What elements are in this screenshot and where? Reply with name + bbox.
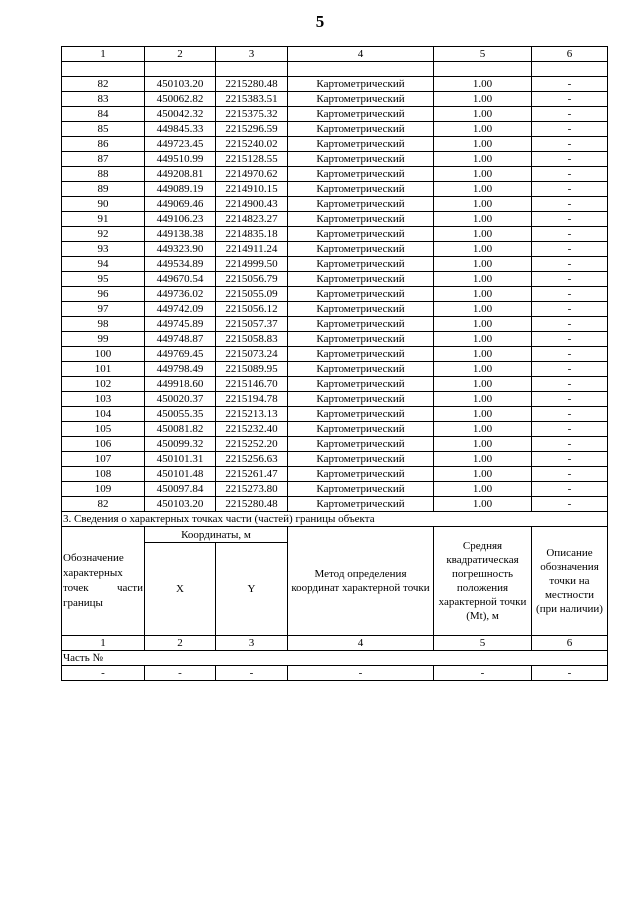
- coord-x: 449769.45: [145, 347, 216, 362]
- table-row: [62, 437, 608, 452]
- method: Картометрический: [288, 422, 434, 437]
- accuracy: 1.00: [434, 302, 532, 317]
- method: Картометрический: [288, 212, 434, 227]
- header-y: Y: [216, 543, 288, 636]
- accuracy: 1.00: [434, 212, 532, 227]
- coord-y: 2215056.79: [216, 272, 288, 287]
- col-number: 3: [216, 47, 288, 62]
- table-row: [62, 422, 608, 437]
- point-number: 107: [62, 452, 145, 467]
- method: Картометрический: [288, 122, 434, 137]
- table-row: [62, 467, 608, 482]
- table-row: [62, 392, 608, 407]
- method: Картометрический: [288, 92, 434, 107]
- table-row: [62, 482, 608, 497]
- accuracy: 1.00: [434, 467, 532, 482]
- point-number: 82: [62, 77, 145, 92]
- point-number: 89: [62, 182, 145, 197]
- accuracy: 1.00: [434, 437, 532, 452]
- point-number: 97: [62, 302, 145, 317]
- coord-y: 2215128.55: [216, 152, 288, 167]
- table-row: [62, 407, 608, 422]
- description: -: [532, 377, 608, 392]
- coord-x: 449069.46: [145, 197, 216, 212]
- method: Картометрический: [288, 77, 434, 92]
- description: -: [532, 392, 608, 407]
- point-number: 96: [62, 287, 145, 302]
- coord-y: 2214970.62: [216, 167, 288, 182]
- coord-x: 449918.60: [145, 377, 216, 392]
- section-title-row: [62, 512, 608, 527]
- table-row: [62, 257, 608, 272]
- method: Картометрический: [288, 197, 434, 212]
- accuracy: 1.00: [434, 272, 532, 287]
- method: Картометрический: [288, 392, 434, 407]
- description: -: [532, 332, 608, 347]
- accuracy: 1.00: [434, 137, 532, 152]
- point-number: 94: [62, 257, 145, 272]
- description: -: [532, 212, 608, 227]
- coord-x: 450099.32: [145, 437, 216, 452]
- cell: -: [288, 666, 434, 681]
- method: Картометрический: [288, 377, 434, 392]
- column-number-row: [62, 47, 608, 62]
- accuracy: 1.00: [434, 182, 532, 197]
- point-number: 91: [62, 212, 145, 227]
- table-row: [62, 227, 608, 242]
- col-number: 2: [145, 636, 216, 651]
- description: -: [532, 437, 608, 452]
- accuracy: 1.00: [434, 227, 532, 242]
- blank-row: [62, 62, 608, 77]
- point-number: 83: [62, 92, 145, 107]
- description: -: [532, 362, 608, 377]
- coord-y: 2215280.48: [216, 497, 288, 512]
- method: Картометрический: [288, 452, 434, 467]
- coord-x: 449723.45: [145, 137, 216, 152]
- table-row: [62, 317, 608, 332]
- method: Картометрический: [288, 332, 434, 347]
- table-row: [62, 347, 608, 362]
- col-number: 3: [216, 636, 288, 651]
- accuracy: 1.00: [434, 377, 532, 392]
- description: -: [532, 422, 608, 437]
- accuracy: 1.00: [434, 92, 532, 107]
- coord-y: 2215296.59: [216, 122, 288, 137]
- point-number: 106: [62, 437, 145, 452]
- table-row: [62, 212, 608, 227]
- point-number: 86: [62, 137, 145, 152]
- table-row: [62, 107, 608, 122]
- table-row: [62, 167, 608, 182]
- description: -: [532, 92, 608, 107]
- coord-x: 449138.38: [145, 227, 216, 242]
- coord-x: 449736.02: [145, 287, 216, 302]
- point-number: 103: [62, 392, 145, 407]
- coord-x: 450055.35: [145, 407, 216, 422]
- accuracy: 1.00: [434, 197, 532, 212]
- point-number: 82: [62, 497, 145, 512]
- coordinates-table: [61, 46, 608, 681]
- accuracy: 1.00: [434, 77, 532, 92]
- coord-y: 2215383.51: [216, 92, 288, 107]
- col-number: 5: [434, 47, 532, 62]
- coord-y: 2215252.20: [216, 437, 288, 452]
- coord-x: 449745.89: [145, 317, 216, 332]
- method: Картометрический: [288, 497, 434, 512]
- accuracy: 1.00: [434, 497, 532, 512]
- cell: -: [216, 666, 288, 681]
- description: -: [532, 152, 608, 167]
- coord-y: 2215194.78: [216, 392, 288, 407]
- coord-x: 449208.81: [145, 167, 216, 182]
- table-row: [62, 92, 608, 107]
- method: Картометрический: [288, 302, 434, 317]
- coord-y: 2215256.63: [216, 452, 288, 467]
- table-row: [62, 122, 608, 137]
- method: Картометрический: [288, 362, 434, 377]
- col-number: 4: [288, 636, 434, 651]
- section-number-row: [62, 636, 608, 651]
- coord-y: 2215273.80: [216, 482, 288, 497]
- point-number: 88: [62, 167, 145, 182]
- table-row: [62, 287, 608, 302]
- coord-y: 2215261.47: [216, 467, 288, 482]
- table-row: [62, 452, 608, 467]
- coord-y: 2214835.18: [216, 227, 288, 242]
- coord-y: 2215055.09: [216, 287, 288, 302]
- coord-y: 2215280.48: [216, 77, 288, 92]
- accuracy: 1.00: [434, 332, 532, 347]
- section-header-row: [62, 527, 608, 543]
- description: -: [532, 287, 608, 302]
- coord-x: 450101.48: [145, 467, 216, 482]
- cell: -: [434, 666, 532, 681]
- description: -: [532, 452, 608, 467]
- col-number: 6: [532, 47, 608, 62]
- part-label: Часть №: [62, 651, 608, 666]
- accuracy: 1.00: [434, 407, 532, 422]
- method: Картометрический: [288, 137, 434, 152]
- method: Картометрический: [288, 347, 434, 362]
- point-number: 100: [62, 347, 145, 362]
- description: -: [532, 302, 608, 317]
- point-number: 101: [62, 362, 145, 377]
- coord-y: 2215058.83: [216, 332, 288, 347]
- col-number: 1: [62, 47, 145, 62]
- accuracy: 1.00: [434, 392, 532, 407]
- description: -: [532, 482, 608, 497]
- description: -: [532, 107, 608, 122]
- coord-x: 449510.99: [145, 152, 216, 167]
- coord-x: 449670.54: [145, 272, 216, 287]
- coord-x: 449748.87: [145, 332, 216, 347]
- coord-y: 2214911.24: [216, 242, 288, 257]
- accuracy: 1.00: [434, 422, 532, 437]
- col-number: 5: [434, 636, 532, 651]
- coord-y: 2215073.24: [216, 347, 288, 362]
- coord-x: 449089.19: [145, 182, 216, 197]
- method: Картометрический: [288, 167, 434, 182]
- coord-x: 449798.49: [145, 362, 216, 377]
- table-row: [62, 152, 608, 167]
- coord-y: 2214999.50: [216, 257, 288, 272]
- accuracy: 1.00: [434, 107, 532, 122]
- coord-y: 2215375.32: [216, 107, 288, 122]
- accuracy: 1.00: [434, 242, 532, 257]
- accuracy: 1.00: [434, 122, 532, 137]
- table-row: [62, 182, 608, 197]
- description: -: [532, 242, 608, 257]
- table-row: [62, 362, 608, 377]
- section-title: 3. Сведения о характерных точках части (частей) границы объекта: [62, 512, 608, 527]
- coord-y: 2215089.95: [216, 362, 288, 377]
- method: Картометрический: [288, 242, 434, 257]
- header-x: X: [145, 543, 216, 636]
- coord-y: 2215213.13: [216, 407, 288, 422]
- description: -: [532, 407, 608, 422]
- method: Картометрический: [288, 407, 434, 422]
- col-number: 6: [532, 636, 608, 651]
- point-number: 93: [62, 242, 145, 257]
- coord-x: 449534.89: [145, 257, 216, 272]
- point-number: 90: [62, 197, 145, 212]
- coord-y: 2214900.43: [216, 197, 288, 212]
- point-number: 95: [62, 272, 145, 287]
- col-number: 1: [62, 636, 145, 651]
- point-number: 87: [62, 152, 145, 167]
- table-row: [62, 302, 608, 317]
- header-accuracy: Средняя квадратическая погрешность положения характерной точки (Mt), м: [434, 527, 532, 636]
- description: -: [532, 257, 608, 272]
- accuracy: 1.00: [434, 347, 532, 362]
- coord-y: 2215057.37: [216, 317, 288, 332]
- coord-x: 450103.20: [145, 497, 216, 512]
- method: Картометрический: [288, 182, 434, 197]
- method: Картометрический: [288, 257, 434, 272]
- method: Картометрический: [288, 227, 434, 242]
- method: Картометрический: [288, 272, 434, 287]
- point-number: 109: [62, 482, 145, 497]
- description: -: [532, 137, 608, 152]
- accuracy: 1.00: [434, 152, 532, 167]
- method: Картометрический: [288, 467, 434, 482]
- table-row: [62, 197, 608, 212]
- header-method: Метод определения координат характерной точки: [288, 527, 434, 636]
- description: -: [532, 347, 608, 362]
- page-number: 5: [315, 12, 325, 31]
- description: -: [532, 167, 608, 182]
- col-number: 2: [145, 47, 216, 62]
- table-row: [62, 377, 608, 392]
- coord-x: 450101.31: [145, 452, 216, 467]
- coord-x: 450081.82: [145, 422, 216, 437]
- point-number: 99: [62, 332, 145, 347]
- coord-x: 450103.20: [145, 77, 216, 92]
- table-row: [62, 242, 608, 257]
- table-row: [62, 272, 608, 287]
- coord-y: 2214910.15: [216, 182, 288, 197]
- point-number: 85: [62, 122, 145, 137]
- accuracy: 1.00: [434, 452, 532, 467]
- description: -: [532, 122, 608, 137]
- coord-x: 450097.84: [145, 482, 216, 497]
- header-coordinates: Координаты, м: [145, 527, 288, 543]
- method: Картометрический: [288, 482, 434, 497]
- coord-x: 449106.23: [145, 212, 216, 227]
- cell: -: [532, 666, 608, 681]
- description: -: [532, 497, 608, 512]
- coord-y: 2215232.40: [216, 422, 288, 437]
- description: -: [532, 197, 608, 212]
- point-number: 92: [62, 227, 145, 242]
- coord-x: 449742.09: [145, 302, 216, 317]
- col-number: 4: [288, 47, 434, 62]
- description: -: [532, 227, 608, 242]
- description: -: [532, 272, 608, 287]
- point-number: 84: [62, 107, 145, 122]
- coord-x: 450062.82: [145, 92, 216, 107]
- description: -: [532, 317, 608, 332]
- accuracy: 1.00: [434, 362, 532, 377]
- accuracy: 1.00: [434, 482, 532, 497]
- table-row: [62, 137, 608, 152]
- table-row: [62, 332, 608, 347]
- description: -: [532, 77, 608, 92]
- accuracy: 1.00: [434, 287, 532, 302]
- accuracy: 1.00: [434, 167, 532, 182]
- description: -: [532, 467, 608, 482]
- cell: -: [62, 666, 145, 681]
- coord-y: 2215146.70: [216, 377, 288, 392]
- table-row: [62, 77, 608, 92]
- point-number: 98: [62, 317, 145, 332]
- coord-y: 2215056.12: [216, 302, 288, 317]
- method: Картометрический: [288, 437, 434, 452]
- method: Картометрический: [288, 287, 434, 302]
- cell: -: [145, 666, 216, 681]
- method: Картометрический: [288, 317, 434, 332]
- coord-y: 2215240.02: [216, 137, 288, 152]
- method: Картометрический: [288, 107, 434, 122]
- coord-y: 2214823.27: [216, 212, 288, 227]
- point-number: 102: [62, 377, 145, 392]
- coord-x: 450042.32: [145, 107, 216, 122]
- coord-x: 450020.37: [145, 392, 216, 407]
- part-row: [62, 651, 608, 666]
- point-number: 104: [62, 407, 145, 422]
- point-number: 105: [62, 422, 145, 437]
- header-description: Описание обозначения точки на местности (при наличии): [532, 527, 608, 636]
- description: -: [532, 182, 608, 197]
- table-row: [62, 497, 608, 512]
- coord-x: 449323.90: [145, 242, 216, 257]
- accuracy: 1.00: [434, 257, 532, 272]
- header-point-designation: Обозначение характерных точек части границы: [62, 527, 145, 636]
- coord-x: 449845.33: [145, 122, 216, 137]
- method: Картометрический: [288, 152, 434, 167]
- accuracy: 1.00: [434, 317, 532, 332]
- empty-data-row: [62, 666, 608, 681]
- point-number: 108: [62, 467, 145, 482]
